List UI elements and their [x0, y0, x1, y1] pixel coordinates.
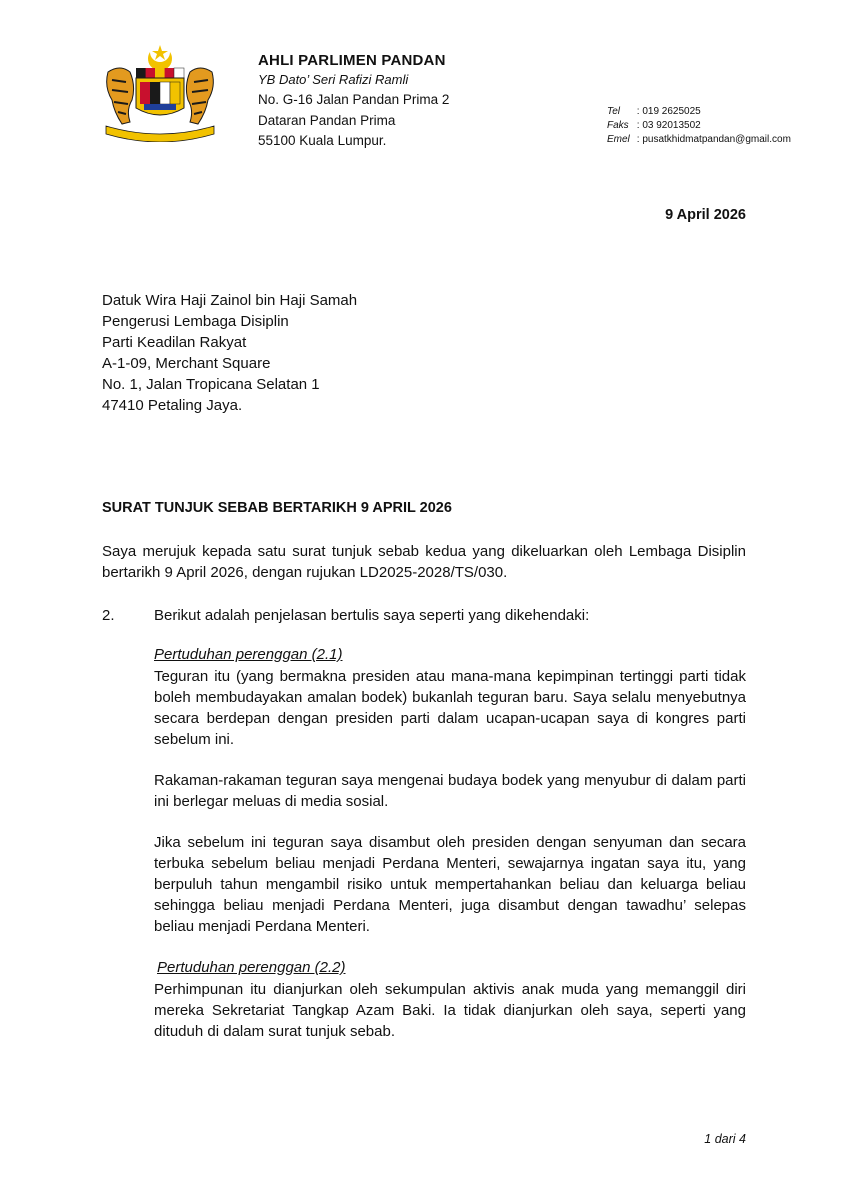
- tel-value: : 019 2625025: [636, 106, 701, 117]
- recipient-line: Parti Keadilan Rakyat: [102, 334, 247, 351]
- emel-label: Emel: [607, 134, 630, 145]
- office-title: AHLI PARLIMEN PANDAN: [258, 52, 446, 69]
- section-2-2-paragraph: Perhimpunan itu dianjurkan oleh sekumpulan aktivis anak muda yang memanggil diri mereka Sekretariat Tangkap Azam Baki. Ia tidak dianjurkan oleh saya, seperti yang dituduh di dalam surat tunjuk sebab.: [154, 981, 746, 1040]
- intro-paragraph: Saya merujuk kepada satu surat tunjuk sebab kedua yang dikeluarkan oleh Lembaga Disiplin bertarikh 9 April 2026, dengan rujukan LD2025-2028/TS/030.: [102, 543, 746, 581]
- mp-name: YB Dato’ Seri Rafizi Ramli: [258, 72, 409, 87]
- coat-of-arms-logo: [100, 42, 220, 142]
- address-line: No. G-16 Jalan Pandan Prima 2: [258, 92, 450, 107]
- faks-label: Faks: [607, 120, 629, 131]
- contact-tel: [607, 105, 791, 119]
- paragraph-number: 2.: [102, 607, 115, 624]
- contact-block: [607, 105, 791, 147]
- recipient-line: No. 1, Jalan Tropicana Selatan 1: [102, 376, 320, 393]
- faks-value: : 03 92013502: [636, 120, 701, 131]
- address-line: Dataran Pandan Prima: [258, 112, 396, 128]
- address-line: 55100 Kuala Lumpur.: [258, 133, 387, 148]
- contact-emel: [607, 133, 791, 147]
- letter-date: 9 April 2026: [665, 207, 746, 223]
- office-address: [258, 90, 449, 152]
- recipient-line: A-1-09, Merchant Square: [102, 355, 271, 372]
- letter-subject: SURAT TUNJUK SEBAB BERTARIKH 9 APRIL 2026: [102, 500, 452, 516]
- recipient-line: Datuk Wira Haji Zainol bin Haji Samah: [102, 292, 358, 309]
- recipient-address: [102, 290, 357, 416]
- contact-faks: [607, 119, 791, 133]
- section-heading-2-2: Pertuduhan perenggan (2.2): [157, 959, 346, 976]
- point2-text: Berikut adalah penjelasan bertulis saya seperti yang dikehendaki:: [154, 607, 590, 624]
- recipient-line: Pengerusi Lembaga Disiplin: [102, 313, 289, 330]
- section-2-1-paragraph: Jika sebelum ini teguran saya disambut oleh presiden dengan senyuman dan secara terbuka sebelum beliau menjadi Perdana Menteri, sewajarnya ingatan saya itu, yang berpuluh tahun mengambil risiko untuk mempertahankan beliau dan keluarga beliau sehingga beliau menjadi Perdana Menteri, juga disambut dengan tawadhu’ selepas beliau menjadi Perdana Menteri.: [154, 834, 746, 935]
- section-2-1-paragraph: Teguran itu (yang bermakna presiden atau mana-mana kepimpinan tertinggi parti tidak boleh membudayakan amalan bodek) bukanlah teguran baru. Saya selalu menyebutnya secara berdepan dengan presiden parti dalam ucapan-ucapan saya di kongres parti sebelum ini.: [154, 668, 746, 748]
- section-2-1-paragraph: Rakaman-rakaman teguran saya mengenai budaya bodek yang menyubur di dalam parti ini berlegar meluas di media sosial.: [154, 772, 746, 810]
- recipient-line: 47410 Petaling Jaya.: [102, 397, 243, 414]
- emel-value: : pusatkhidmatpandan@gmail.com: [636, 134, 791, 145]
- tel-label: Tel: [607, 106, 620, 117]
- section-heading-2-1: Pertuduhan perenggan (2.1): [154, 646, 343, 663]
- page-number: 1 dari 4: [704, 1132, 746, 1146]
